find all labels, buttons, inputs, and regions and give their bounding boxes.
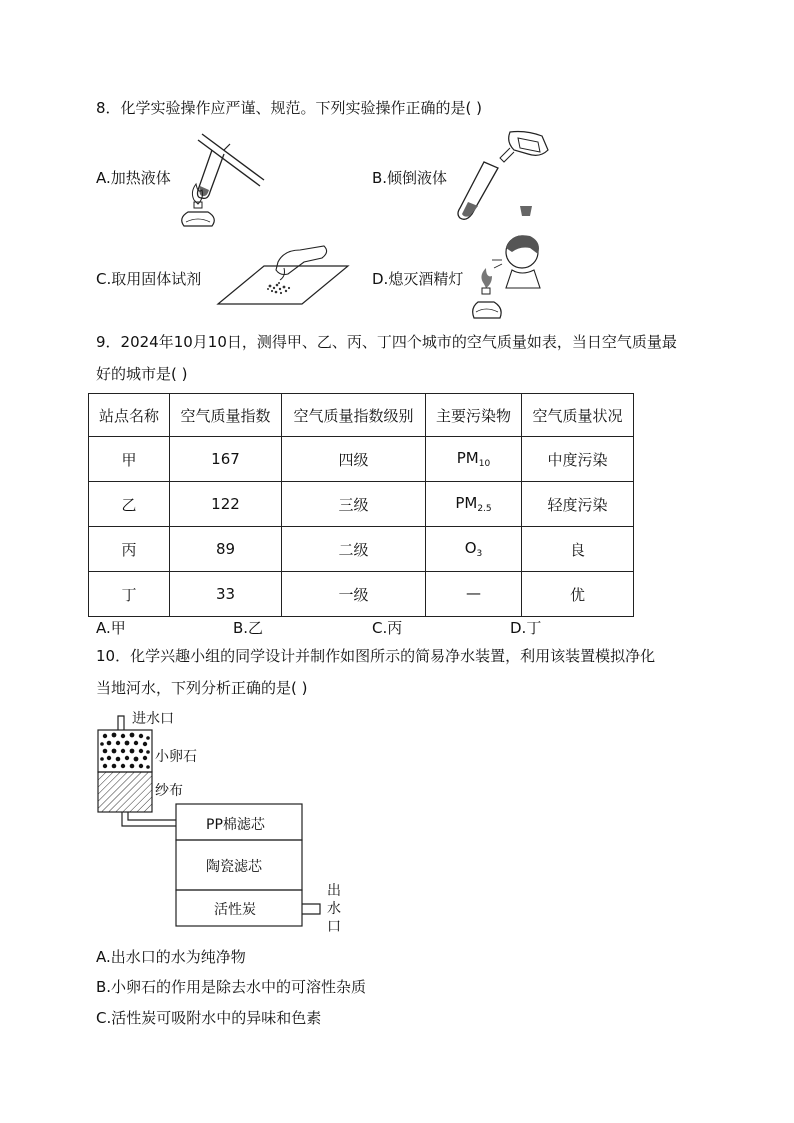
cell-index: 167 — [170, 437, 282, 482]
taking-solid-reagent-illustration — [214, 244, 352, 308]
q9-option-b[interactable]: B.乙 — [233, 619, 264, 637]
diagram-label-gauze: 纱布 — [155, 783, 183, 799]
cell-index: 122 — [170, 482, 282, 527]
q9-stem-line2: 好的城市是( ) — [96, 365, 188, 383]
q9-option-a[interactable]: A.甲 — [96, 619, 126, 637]
cell-status: 中度污染 — [522, 437, 634, 482]
q10-stem-line2: 当地河水，下列分析正确的是( ) — [96, 679, 308, 697]
air-quality-table — [88, 393, 634, 617]
q8-stem: 8．化学实验操作应严谨、规范。下列实验操作正确的是( ) — [96, 99, 483, 117]
header-site: 站点名称 — [89, 394, 170, 437]
heating-liquid-illustration — [172, 128, 267, 232]
q8-option-a[interactable]: A.加热液体 — [96, 169, 171, 187]
q10-stem-line1: 10．化学兴趣小组的同学设计并制作如图所示的简易净水装置，利用该装置模拟净化 — [96, 647, 656, 665]
blowing-out-lamp-illustration — [472, 230, 562, 324]
header-pollutant: 主要污染物 — [426, 394, 522, 437]
pollutant-subscript: 2.5 — [477, 504, 492, 514]
q10-option-b[interactable]: B.小卵石的作用是除去水中的可溶性杂质 — [96, 978, 367, 996]
pollutant-formula: PM — [455, 494, 478, 512]
diagram-label-outlet-2: 水 — [327, 901, 341, 917]
header-status: 空气质量状况 — [522, 394, 634, 437]
cell-pollutant — [426, 482, 522, 527]
cell-site: 甲 — [89, 437, 170, 482]
table-row — [89, 527, 634, 572]
cell-level: 三级 — [282, 482, 426, 527]
pollutant-formula: — — [466, 584, 481, 602]
cell-level: 一级 — [282, 572, 426, 617]
cell-site: 乙 — [89, 482, 170, 527]
q8-option-b[interactable]: B.倾倒液体 — [372, 169, 448, 187]
cell-index: 89 — [170, 527, 282, 572]
pollutant-formula: O — [464, 539, 477, 557]
pollutant-formula: PM — [456, 449, 479, 467]
cell-level: 四级 — [282, 437, 426, 482]
table-row — [89, 572, 634, 617]
diagram-label-pebbles: 小卵石 — [155, 749, 197, 765]
pouring-liquid-illustration — [448, 128, 552, 224]
q10-option-c[interactable]: C.活性炭可吸附水中的异味和色素 — [96, 1009, 322, 1027]
diagram-label-ceramic-filter: 陶瓷滤芯 — [206, 859, 262, 875]
table-header-row — [89, 394, 634, 437]
table-row — [89, 437, 634, 482]
cell-pollutant — [426, 572, 522, 617]
cell-status: 优 — [522, 572, 634, 617]
diagram-label-pp-filter: PP棉滤芯 — [206, 817, 265, 833]
diagram-label-carbon: 活性炭 — [214, 902, 256, 918]
cell-status: 轻度污染 — [522, 482, 634, 527]
header-level: 空气质量指数级别 — [282, 394, 426, 437]
pollutant-subscript: 3 — [476, 549, 483, 559]
q9-stem-line1: 9．2024年10月10日，测得甲、乙、丙、丁四个城市的空气质量如表，当日空气质量最 — [96, 333, 677, 351]
cell-site: 丙 — [89, 527, 170, 572]
diagram-label-outlet-3: 口 — [327, 919, 341, 935]
diagram-label-outlet-1: 出 — [327, 883, 341, 899]
cell-index: 33 — [170, 572, 282, 617]
cell-site: 丁 — [89, 572, 170, 617]
table-row — [89, 482, 634, 527]
diagram-label-inlet: 进水口 — [132, 711, 174, 727]
q9-option-d[interactable]: D.丁 — [510, 619, 542, 637]
cell-level: 二级 — [282, 527, 426, 572]
q10-option-a[interactable]: A.出水口的水为纯净物 — [96, 948, 246, 966]
cell-pollutant — [426, 527, 522, 572]
q8-option-c[interactable]: C.取用固体试剂 — [96, 270, 202, 288]
header-index: 空气质量指数 — [170, 394, 282, 437]
q9-option-c[interactable]: C.丙 — [372, 619, 403, 637]
cell-pollutant — [426, 437, 522, 482]
cell-status: 良 — [522, 527, 634, 572]
pollutant-subscript: 10 — [478, 459, 491, 469]
q8-option-d[interactable]: D.熄灭酒精灯 — [372, 270, 464, 288]
